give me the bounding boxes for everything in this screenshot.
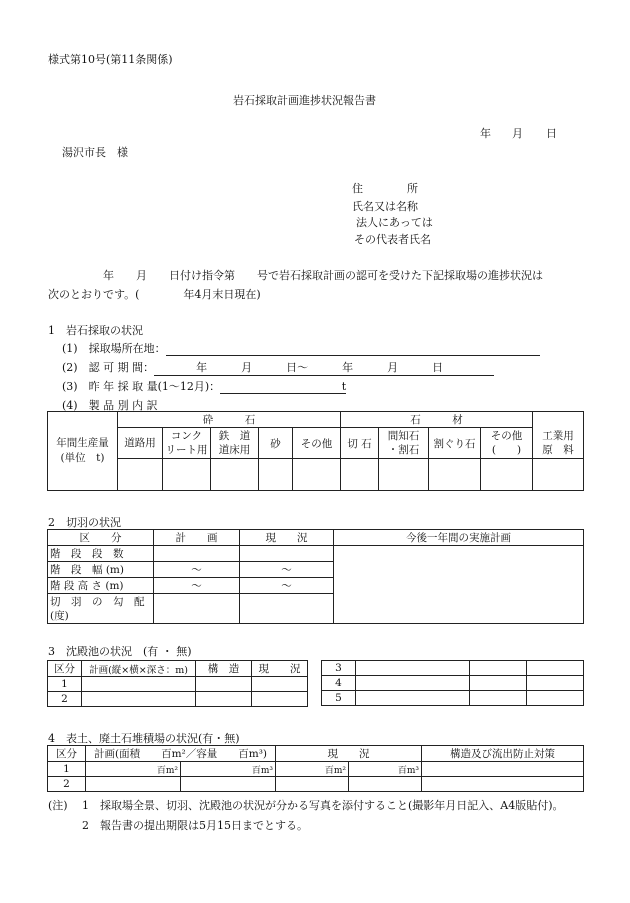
period-month: 月 <box>241 361 253 374</box>
pond-header-structure: 構 造 <box>196 661 252 677</box>
pond-row-2: 2 <box>48 692 82 707</box>
pond-3-current[interactable] <box>527 661 584 676</box>
unit-area-2: 百m² <box>324 765 346 776</box>
section1-amount-label: (3) 昨 年 採 取 量(1〜12月)： <box>62 380 221 393</box>
col-sand: 砂 <box>259 428 293 459</box>
face-status-table <box>47 529 584 624</box>
date-day: 日 <box>546 127 557 140</box>
face-row-height: 階 段 高 さ (m) <box>48 578 154 594</box>
notes-label: (注) <box>48 799 68 812</box>
heap-2-current-area[interactable] <box>276 777 349 792</box>
pond-5-structure[interactable] <box>470 691 527 706</box>
heap-header-category: 区分 <box>48 746 86 762</box>
pond-row-5: 5 <box>322 691 356 706</box>
section1-location <box>62 340 540 356</box>
pond-2-structure[interactable] <box>196 692 252 707</box>
pond-header-category: 区分 <box>48 661 82 677</box>
applicant-name: 氏名又は名称 <box>352 200 418 213</box>
form-number: 様式第10号(第11条関係) <box>48 53 173 66</box>
face-header-next-year: 今後一年間の実施計画 <box>334 530 584 546</box>
cell-industrial[interactable] <box>533 459 584 491</box>
heap-row-1: 1 <box>48 762 86 777</box>
applicant-address: 住 所 <box>352 182 418 195</box>
cell-other2[interactable] <box>481 459 533 491</box>
pond-2-current[interactable] <box>252 692 308 707</box>
face-header-category: 区 分 <box>48 530 154 546</box>
heap-header-plan: 計画(面積 百m²／容量 百m³) <box>86 746 276 762</box>
cell-kenchi-stone[interactable] <box>379 459 429 491</box>
section1-amount <box>62 378 346 394</box>
period-day2: 日 <box>432 361 444 374</box>
section1-period-label: (2) 認 可 期 間： <box>62 361 155 374</box>
face-row-width: 階 段 幅 (m) <box>48 562 154 578</box>
section1-title: 1 岩石採取の状況 <box>48 324 143 337</box>
pond-row-4: 4 <box>322 676 356 691</box>
pond-4-current[interactable] <box>527 676 584 691</box>
period-year: 年 <box>196 361 208 374</box>
heap-1-plan-volume[interactable] <box>181 762 276 777</box>
section1-breakdown: (4) 製 品 別 内 訳 <box>62 399 158 412</box>
section3-title: 3 沈殿池の状況 (有 ・ 無) <box>48 645 192 658</box>
face-row-slope: 切 羽 の 勾 配 (度) <box>48 594 154 624</box>
cell-cut-stone[interactable] <box>341 459 379 491</box>
col-concrete: コンク リート用 <box>163 428 211 459</box>
pond-header-plan: 計画(縦×横×深さ：m) <box>82 661 196 677</box>
col-rubble: 割ぐり石 <box>429 428 481 459</box>
face-steps-plan[interactable] <box>154 546 240 562</box>
col-cut-stone: 切 石 <box>341 428 379 459</box>
unit-area-1: 百m² <box>156 765 178 776</box>
pond-row-1: 1 <box>48 677 82 692</box>
col-kenchi-stone: 間知石 ・割石 <box>379 428 429 459</box>
heap-2-measures[interactable] <box>422 777 584 792</box>
applicant-corp-1: 法人にあっては <box>356 216 433 229</box>
face-row-steps: 階 段 段 数 <box>48 546 154 562</box>
section4-title: 4 表土、廃土石堆積場の状況(有・無) <box>48 732 240 745</box>
heap-2-plan-volume[interactable] <box>181 777 276 792</box>
heap-1-current-area[interactable] <box>276 762 349 777</box>
face-height-plan[interactable]: 〜 <box>154 578 240 594</box>
pond-5-plan[interactable] <box>356 691 470 706</box>
unit-vol-1: 百m³ <box>251 765 273 776</box>
section1-location-label: (1) 採取場所在地： <box>62 342 166 355</box>
cell-railway[interactable] <box>211 459 259 491</box>
face-next-year-plan[interactable] <box>334 546 584 624</box>
applicant-corp-2: その代表者氏名 <box>354 233 431 246</box>
period-month2: 月 <box>387 361 399 374</box>
face-header-current: 現 況 <box>240 530 334 546</box>
crushed-stone-header: 砕 石 <box>118 412 341 428</box>
section1-period <box>62 359 494 376</box>
heap-header-measures: 構造及び流出防止対策 <box>422 746 584 762</box>
pond-2-plan[interactable] <box>82 692 196 707</box>
addressee: 湯沢市長 様 <box>62 146 128 159</box>
pond-5-current[interactable] <box>527 691 584 706</box>
annual-production-header: 年間生産量 (単位 t) <box>48 412 118 491</box>
heap-row-2: 2 <box>48 777 86 792</box>
pond-header-current: 現 況 <box>252 661 308 677</box>
period-day-tilde: 日〜 <box>286 361 309 374</box>
heap-1-measures[interactable] <box>422 762 584 777</box>
industrial-top-cell <box>533 412 584 428</box>
heap-1-current-volume[interactable] <box>349 762 422 777</box>
note-2: 2 報告書の提出期限は5月15日までとする。 <box>82 819 308 832</box>
date-month: 月 <box>512 127 523 140</box>
pond-1-current[interactable] <box>252 677 308 692</box>
settling-pond-table-left <box>47 660 308 707</box>
face-steps-current[interactable] <box>240 546 334 562</box>
intro-line-1: 年 月 日付け指令第 号で岩石採取計画の認可を受けた下記採取場の進捗状況は <box>103 269 543 282</box>
heap-header-current: 現 況 <box>276 746 422 762</box>
cell-road[interactable] <box>118 459 163 491</box>
col-road: 道路用 <box>118 428 163 459</box>
pond-4-structure[interactable] <box>470 676 527 691</box>
col-other2: その他 ( ) <box>481 428 533 459</box>
face-height-current[interactable]: 〜 <box>240 578 334 594</box>
amount-unit: t <box>341 380 347 393</box>
pond-3-structure[interactable] <box>470 661 527 676</box>
note-1: 1 採取場全景、切羽、沈殿池の状況が分かる写真を添付すること(撮影年月日記入、A4版貼付)。 <box>82 799 564 812</box>
product-breakdown-table <box>47 411 584 491</box>
pond-3-plan[interactable] <box>356 661 470 676</box>
spoil-heap-table <box>47 745 584 792</box>
cell-other1[interactable] <box>293 459 341 491</box>
face-slope-plan[interactable] <box>154 594 240 624</box>
pond-1-plan[interactable] <box>82 677 196 692</box>
col-railway: 鉄 道 道床用 <box>211 428 259 459</box>
face-header-plan: 計 画 <box>154 530 240 546</box>
cell-concrete[interactable] <box>163 459 211 491</box>
cell-sand[interactable] <box>259 459 293 491</box>
intro-line-2: 次のとおりです。( 年4月末日現在) <box>48 288 261 301</box>
pond-4-plan[interactable] <box>356 676 470 691</box>
stone-material-header: 石 材 <box>341 412 533 428</box>
face-width-current[interactable]: 〜 <box>240 562 334 578</box>
col-other1: その他 <box>293 428 341 459</box>
pond-row-3: 3 <box>322 661 356 676</box>
face-width-plan[interactable]: 〜 <box>154 562 240 578</box>
heap-2-current-volume[interactable] <box>349 777 422 792</box>
date-year: 年 <box>480 127 491 140</box>
heap-2-plan-area[interactable] <box>86 777 181 792</box>
pond-1-structure[interactable] <box>196 677 252 692</box>
settling-pond-table-right <box>321 660 584 706</box>
period-year2: 年 <box>342 361 354 374</box>
unit-vol-2: 百m³ <box>397 765 419 776</box>
face-slope-current[interactable] <box>240 594 334 624</box>
page-title: 岩石採取計画進捗状況報告書 <box>233 94 376 107</box>
heap-1-plan-area[interactable] <box>86 762 181 777</box>
col-industrial: 工業用 原 料 <box>533 428 584 459</box>
section2-title: 2 切羽の状況 <box>48 516 121 529</box>
cell-rubble[interactable] <box>429 459 481 491</box>
